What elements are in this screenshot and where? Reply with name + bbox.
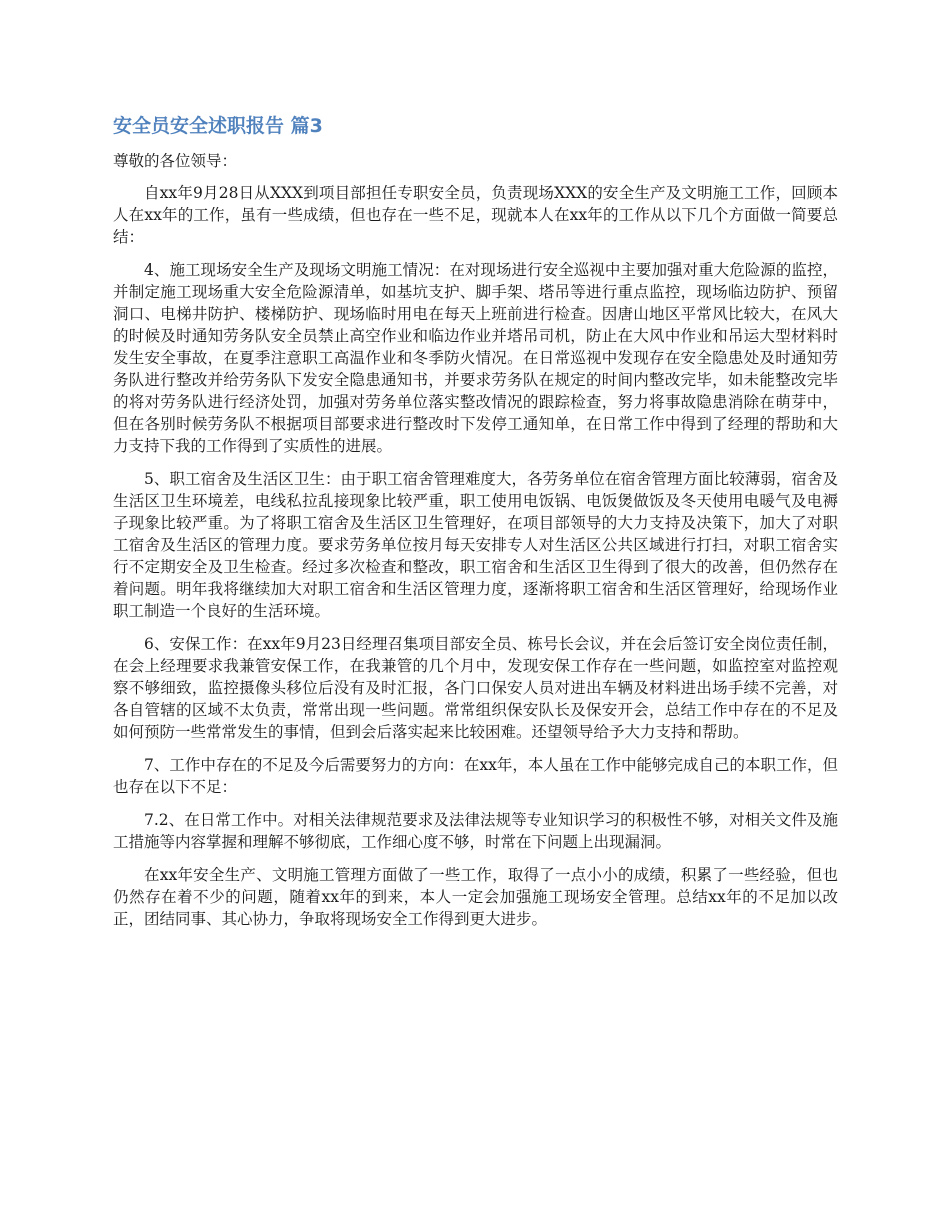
paragraph-dormitory: 5、职工宿舍及生活区卫生：由于职工宿舍管理难度大，各劳务单位在宿舍管理方面比较薄弱，宿舍及生活区卫生环境差，电线私拉乱接现象比较严重，职工使用电饭锅、电饭煲做饭及冬天使用电暖气及电褥子现象比较严重。为了将职工宿舍及生活区卫生管理好，在项目部领导的大力支持及决策下，加大了对职工宿舍及生活区的管理力度。要求劳务单位按月每天安排专人对生活区公共区域进行打扫，对职工宿舍实行不定期安全及卫生检查。经过多次检查和整改，职工宿舍和生活区卫生得到了很大的改善，但仍然存在着问题。明年我将继续加大对职工宿舍和生活区管理力度，逐渐将职工宿舍和生活区管理好，给现场作业职工制造一个良好的生活环境。 [113,470,838,620]
document-title: 安全员安全述职报告 篇3 [113,115,323,137]
salutation: 尊敬的各位领导： [113,152,238,170]
document-page [113,112,838,941]
paragraph-intro: 自xx年9月28日从XXX到项目部担任专职安全员，负责现场XXX的安全生产及文明施工工作，回顾本人在xx年的工作，虽有一些成绩，但也存在一些不足，现就本人在xx年的工作从以下几个方面做一简要总结： [113,184,838,246]
paragraph-security: 6、安保工作：在xx年9月23日经理召集项目部安全员、栋号长会议，并在会后签订安全岗位责任制，在会上经理要求我兼管安保工作，在我兼管的几个月中，发现安保工作存在一些问题，如监控室对监控观察不够细致，监控摄像头移位后没有及时汇报，各门口保安人员对进出车辆及材料进出场手续不完善，对各自管辖的区域不太负责，常常出现一些问题。常常组织保安队长及保安开会，总结工作中存在的不足及如何预防一些常常发生的事情，但到会后落实起来比较困难。还望领导给予大力支持和帮助。 [113,635,838,741]
paragraph-daily-work: 7.2、在日常工作中。对相关法律规范要求及法律法规等专业知识学习的积极性不够，对相关文件及施工措施等内容掌握和理解不够彻底，工作细心度不够，时常在下问题上出现漏洞。 [113,811,838,851]
paragraph-site-safety: 4、施工现场安全生产及现场文明施工情况：在对现场进行安全巡视中主要加强对重大危险源的监控，并制定施工现场重大安全危险源清单，如基坑支护、脚手架、塔吊等进行重点监控，现场临边防护、预留洞口、电梯井防护、楼梯防护、现场临时用电在每天上班前进行检查。因唐山地区平常风比较大，在风大的时候及时通知劳务队安全员禁止高空作业和临边作业并塔吊司机，防止在大风中作业和吊运大型材料时发生安全事故，在夏季注意职工高温作业和冬季防火情况。在日常巡视中发现存在安全隐患处及时通知劳务队进行整改并给劳务队下发安全隐患通知书，并要求劳务队在规定的时间内整改完毕，如未能整改完毕的将对劳务队进行经济处罚，加强对劳务单位落实整改情况的跟踪检查，努力将事故隐患消除在萌芽中，但在各别时候劳务队不根据项目部要求进行整改时下发停工通知单，在日常工作中得到了经理的帮助和大力支持下我的工作得到了实质性的进展。 [113,261,838,455]
paragraph-shortcomings: 7、工作中存在的不足及今后需要努力的方向：在xx年，本人虽在工作中能够完成自己的本职工作，但也存在以下不足： [113,756,838,796]
paragraph-conclusion: 在xx年安全生产、文明施工管理方面做了一些工作，取得了一点小小的成绩，积累了一些经验，但也仍然存在着不少的问题，随着xx年的到来，本人一定会加强施工现场安全管理。总结xx年的不足加以改正，团结同事、其心协力，争取将现场安全工作得到更大进步。 [113,866,838,928]
